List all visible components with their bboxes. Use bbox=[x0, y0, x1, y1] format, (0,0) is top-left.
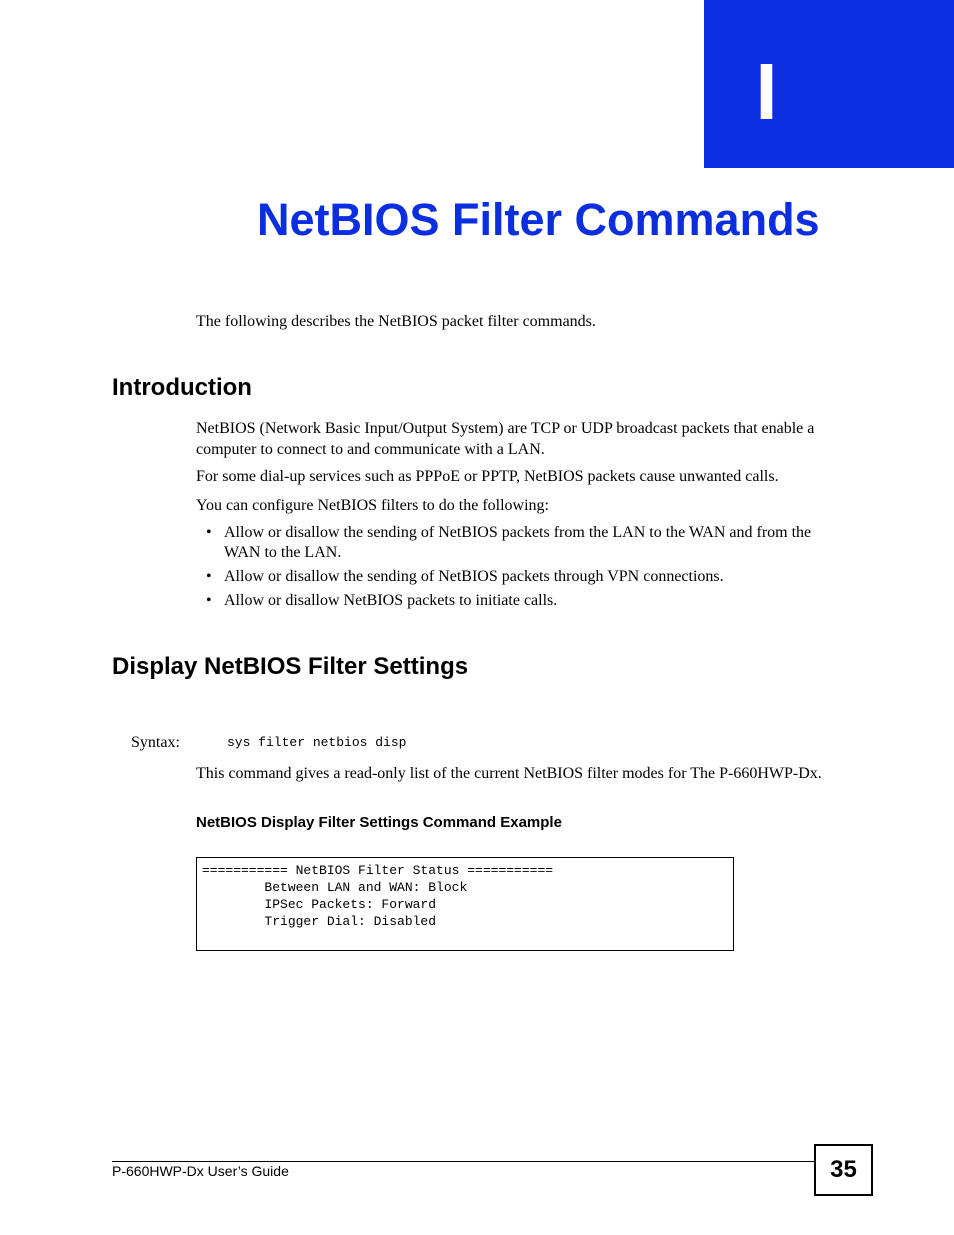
page-number: 35 bbox=[814, 1144, 873, 1196]
introduction-paragraph-3: You can configure NetBIOS filters to do the following: bbox=[196, 497, 549, 514]
chapter-title: NetBIOS Filter Commands bbox=[257, 194, 820, 245]
bullet-text: Allow or disallow NetBIOS packets to initiate calls. bbox=[224, 592, 558, 609]
bullet-text: Allow or disallow the sending of NetBIOS packets from the LAN to the WAN and from the WAN to the LAN. bbox=[224, 524, 812, 561]
code-line: =========== NetBIOS Filter Status =========== bbox=[202, 863, 554, 878]
syntax-label: Syntax: bbox=[131, 734, 180, 751]
bullet-icon: • bbox=[206, 524, 212, 541]
chapter-tab bbox=[704, 0, 954, 168]
intro-paragraph: The following describes the NetBIOS packet filter commands. bbox=[196, 313, 596, 330]
code-line: Between LAN and WAN: Block bbox=[202, 880, 468, 895]
code-line: IPSec Packets: Forward bbox=[202, 897, 437, 912]
introduction-heading: Introduction bbox=[112, 374, 252, 401]
introduction-paragraph-2: For some dial-up services such as PPPoE or PPTP, NetBIOS packets cause unwanted calls. bbox=[196, 468, 779, 485]
command-description: This command gives a read-only list of the current NetBIOS filter modes for The P-660HWP-Dx. bbox=[196, 765, 822, 782]
bullet-item bbox=[196, 567, 846, 587]
example-code-box bbox=[196, 857, 734, 951]
bullet-item bbox=[196, 591, 846, 611]
bullet-text: Allow or disallow the sending of NetBIOS packets through VPN connections. bbox=[224, 568, 724, 585]
introduction-paragraph-1: NetBIOS (Network Basic Input/Output System) are TCP or UDP broadcast packets that enable a computer to connect to and communicate with a LAN. bbox=[196, 420, 815, 458]
footer-guide-name: P-660HWP-Dx User’s Guide bbox=[112, 1163, 289, 1179]
example-caption: NetBIOS Display Filter Settings Command Example bbox=[196, 814, 562, 831]
bullet-item bbox=[196, 523, 846, 563]
display-settings-heading: Display NetBIOS Filter Settings bbox=[112, 653, 469, 680]
feature-bullet-list bbox=[196, 523, 846, 615]
code-line: Trigger Dial: Disabled bbox=[202, 914, 437, 929]
bullet-icon: • bbox=[206, 568, 212, 585]
chapter-letter: I bbox=[755, 47, 778, 136]
syntax-command: sys filter netbios disp bbox=[227, 735, 407, 750]
bullet-icon: • bbox=[206, 592, 212, 609]
